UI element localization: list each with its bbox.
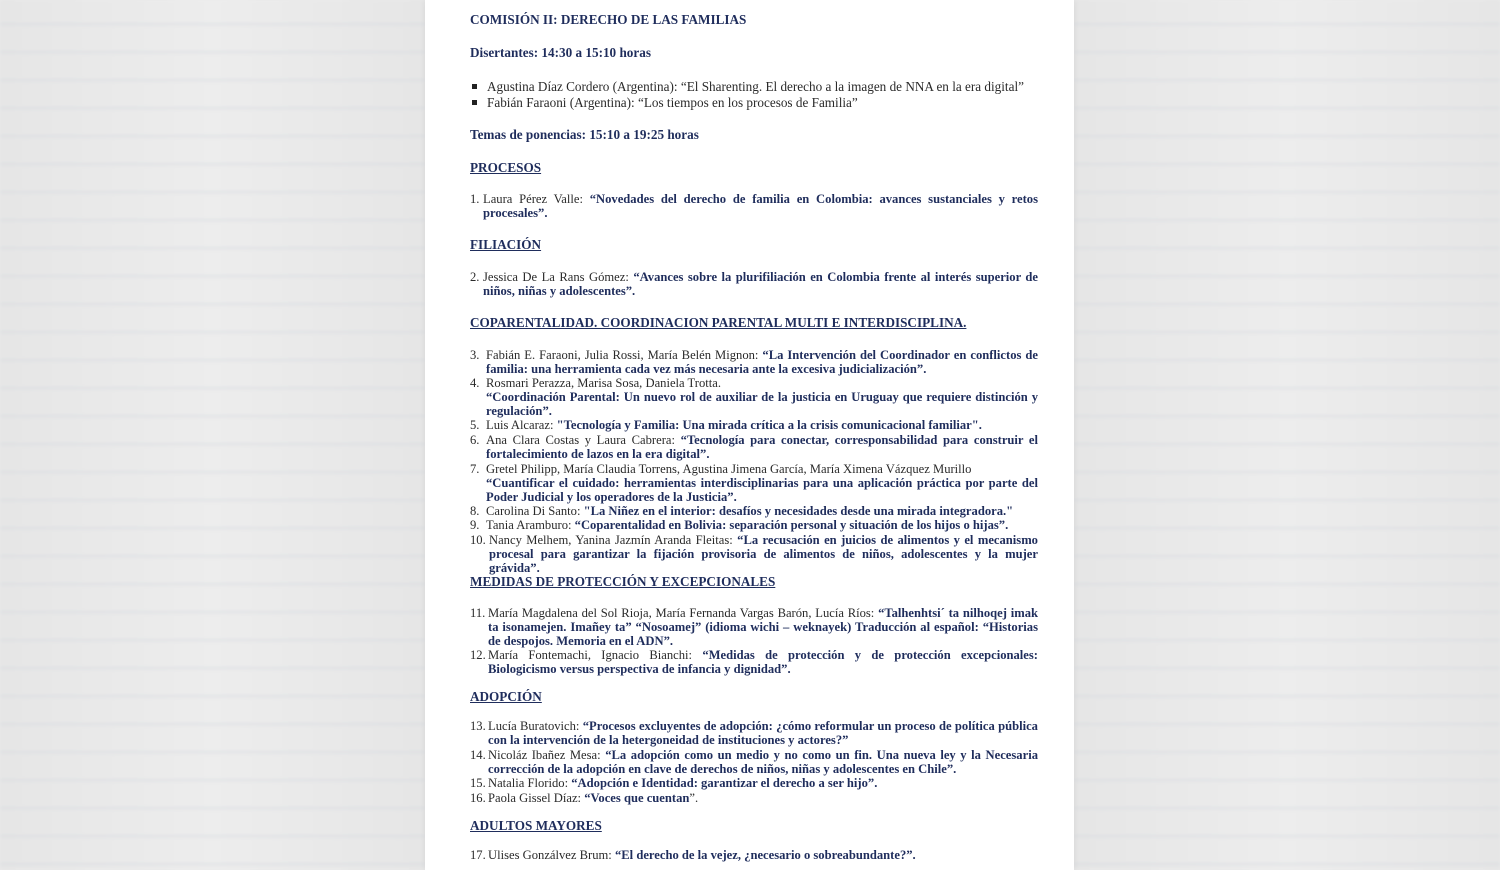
bullet-square-icon	[472, 100, 477, 105]
speakers-label: Disertantes:	[470, 45, 539, 60]
section-heading-procesos: PROCESOS	[470, 160, 542, 175]
section-heading-filiacion: FILIACIÓN	[470, 237, 542, 252]
bullet-square-icon	[472, 84, 477, 89]
section-heading-adopcion: ADOPCIÓN	[470, 689, 542, 704]
topics-label: Temas de ponencias:	[470, 127, 587, 142]
speaker-bullet: Agustina Díaz Cordero (Argentina): “El Sharenting. El derecho a la imagen de NNA en la era digital”	[470, 79, 1038, 95]
speakers-time: 14:30 a 15:10 horas	[541, 45, 651, 60]
commission-heading: COMISIÓN II: DERECHO DE LAS FAMILIAS	[470, 12, 747, 27]
section-heading-adultos: ADULTOS MAYORES	[470, 818, 602, 833]
topics-line	[470, 128, 699, 142]
document-page: COMISIÓN II: DERECHO DE LAS FAMILIAS Disertantes: 14:30 a 15:10 horas Agustina Díaz Cordero (Argentina): “El Sharenting. El derecho a la imagen de NNA en la era digital” Fabián Faraoni (Argentina): “Los tiempos en los procesos de Familia” Temas de ponencias: 15:10 a 19:25 horas PROCESOS 1. Laura Pérez Valle: “Novedades del derecho de familia en Colombia: avances sustanciales y retos procesales”. FILIACIÓN 2. Jessica De La Rans Gómez: “Avances sobre la plurifiliación en Colombia frente al interés superior de niños, niñas y adolescentes”. COPARENTALIDAD. COORDINACION PARENTAL MULTI E INTERDISCIPLINA. 3. Fabián E. Faraoni, Julia Rossi, María Belén Mignon: “La Intervención del Coordinador en conflictos de familia: una herramienta cada vez más necesaria ante la excesiva judicialización”. 4. Rosmari Perazza, Marisa Sosa, Daniela Trotta. “Coordinación Parental: Un nuevo rol de auxiliar de la justicia en Uruguay que requiere distinción y regulación”. 5. Luis Alcaraz: "Tecnología y Familia: Una mirada crítica a la crisis comunicacional familiar". 6. Ana Clara Costas y Laura Cabrera: “Tecnología para conectar, corresponsabilidad para construir el fortalecimiento de lazos en la era digital”. 7. Gretel Philipp, María Claudia Torrens, Agustina Jimena García, María Ximena Vázquez Murillo “Cuantificar el cuidado: herramientas interdisciplinarias para una aplicación práctica por parte del Poder Judicial y los operadores de la Justicia”. 8. Carolina Di Santo: "La Niñez en el interior: desafíos y necesidades desde una mirada integradora." 9. Tania Aramburo: “Coparentalidad en Bolivia: separación personal y situación de los hijos o hijas”. 10. Nancy Melhem, Yanina Jazmín Aranda Fleitas: “La recusación en juicios de alimentos y el mecanismo procesal para garantizar la fijación provisoria de alimentos de niños, adolescentes y la mujer grávida”. MEDIDAS DE PROTECCIÓN Y EXCEPCIONALES 11. María Magdalena del Sol Rioja, María Fernanda Vargas Barón, Lucía Ríos: “Talhenhtsi´ ta nilhoqej imak ta isonamejen. Imañey ta” “Nosoamej” (idioma wichi – weknayek) Traducción al español: “Historias de despojos. Memoria en el ADN”. 12. María Fontemachi, Ignacio Bianchi: “Medidas de protección y de protección excepcionales: Biologicismo versus perspectiva de infancia y dignidad”. ADOPCIÓN 13. Lucía Buratovich: “Procesos excluyentes de adopción: ¿cómo reformular un proceso de política pública con la intervención de la hetergoneidad de instituciones y actores?” 14. Nicoláz Ibañez Mesa: “La adopción como un medio y no como un fin. Una nueva ley y la Necesaria corrección de la adopción en clave de derechos de niños, niñas y adolescentes en Chile”. 15. Natalia Florido: “Adopción e Identidad: garantizar el derecho a ser hijo”. 16. Paola Gissel Díaz: “Voces que cuentan”. ADULTOS MAYORES 17. Ulises Gonzálvez Brum: “El derecho de la vejez, ¿necesario o sobreabundante?”.	[425, 0, 1074, 870]
speaker-bullet: Fabián Faraoni (Argentina): “Los tiempos en los procesos de Familia”	[470, 95, 1038, 111]
section-heading-coparentalidad: COPARENTALIDAD. COORDINACION PARENTAL MULTI E INTERDISCIPLINA.	[470, 315, 967, 330]
section-heading-medidas: MEDIDAS DE PROTECCIÓN Y EXCEPCIONALES	[470, 574, 776, 589]
speakers-line	[470, 46, 651, 60]
background-left	[0, 0, 425, 870]
background-right	[1074, 0, 1500, 870]
topics-time: 15:10 a 19:25 horas	[589, 127, 699, 142]
